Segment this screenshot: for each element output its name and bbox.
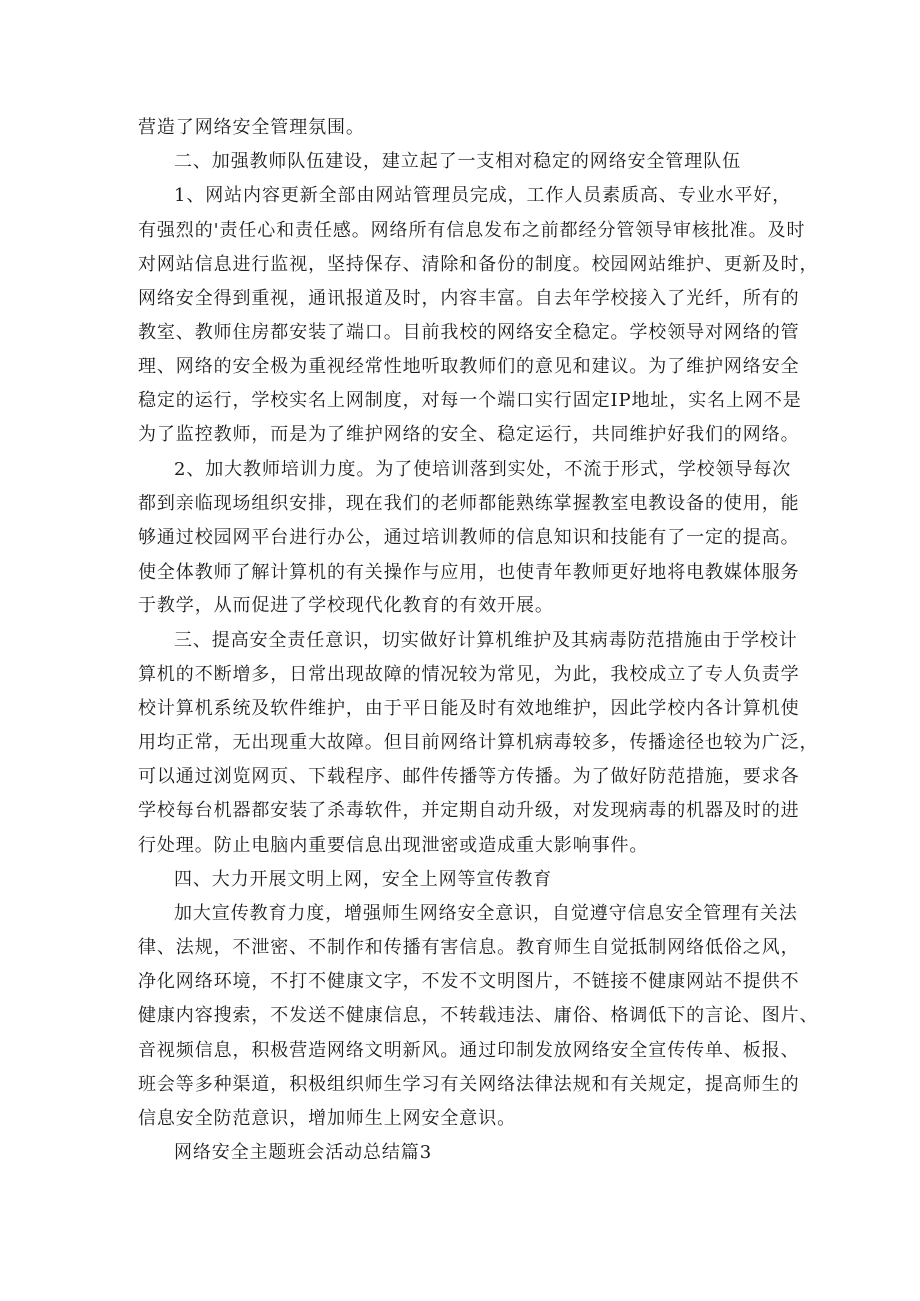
next-section-title: 网络安全主题班会活动总结篇3 (174, 1142, 433, 1163)
paragraph-line: 理、网络的安全极为重视经常性地听取教师们的意见和建议。为了维护网络安全 (138, 356, 800, 377)
section-heading-4: 四、大力开展文明上网，安全上网等宣传教育 (174, 869, 552, 890)
paragraph-line: 学校每台机器都安装了杀毒软件，并定期自动升级，对发现病毒的机器及时的进 (138, 800, 800, 821)
paragraph-line: 行处理。防止电脑内重要信息出现泄密或造成重大影响事件。 (138, 835, 649, 856)
paragraph-line: 对网站信息进行监视，坚持保存、清除和备份的制度。校园网站维护、更新及时， (138, 254, 819, 275)
paragraph-line: 为了监控教师，而是为了维护网络的安全、稳定运行，共同维护好我们的网络。 (138, 424, 800, 445)
paragraph-line: 营造了网络安全管理氛围。 (138, 117, 365, 138)
paragraph-line: 律、法规，不泄密、不制作和传播有害信息。教育师生自觉抵制网络低俗之风， (138, 937, 800, 958)
paragraph-line: 稳定的运行，学校实名上网制度，对每一个端口实行固定IP地址，实名上网不是 (138, 390, 802, 411)
paragraph-line: 班会等多种渠道，积极组织师生学习有关网络法律法规和有关规定，提高师生的 (138, 1074, 800, 1095)
paragraph-line: 健康内容搜索，不发送不健康信息，不转载违法、庸俗、格调低下的言论、图片、 (138, 1005, 819, 1026)
paragraph-line: 信息安全防范意识，增加师生上网安全意识。 (138, 1108, 516, 1129)
section-heading-3: 三、提高安全责任意识，切实做好计算机维护及其病毒防范措施由于学校计 (174, 630, 798, 651)
section-heading-2: 二、加强教师队伍建设，建立起了一支相对稳定的网络安全管理队伍 (174, 151, 741, 172)
paragraph-line: 2、加大教师培训力度。为了使培训落到实处，不流于形式，学校领导每次 (174, 459, 792, 480)
paragraph-line: 教室、教师住房都安装了端口。目前我校的网络安全稳定。学校领导对网络的管 (138, 322, 800, 343)
paragraph-line: 1、网站内容更新全部由网站管理员完成，工作人员素质高、专业水平好， (174, 185, 792, 206)
paragraph-line: 净化网络环境，不打不健康文字，不发不文明图片，不链接不健康网站不提供不 (138, 971, 800, 992)
paragraph-line: 使全体教师了解计算机的有关操作与应用，也使青年教师更好地将电教媒体服务 (138, 562, 800, 583)
paragraph-line: 都到亲临现场组织安排，现在我们的老师都能熟练掌握教室电教设备的使用，能 (138, 493, 800, 514)
paragraph-line: 算机的不断增多，日常出现故障的情况较为常见，为此，我校成立了专人负责学 (138, 664, 800, 685)
paragraph-line: 网络安全得到重视，通讯报道及时，内容丰富。自去年学校接入了光纤，所有的 (138, 288, 800, 309)
paragraph-line: 音视频信息，积极营造网络文明新风。通过印制发放网络安全宣传传单、板报、 (138, 1040, 800, 1061)
paragraph-line: 用均正常，无出现重大故障。但目前网络计算机病毒较多，传播途径也较为广泛， (138, 732, 819, 753)
paragraph-line: 够通过校园网平台进行办公，通过培训教师的信息知识和技能有了一定的提高。 (138, 527, 800, 548)
paragraph-line: 可以通过浏览网页、下载程序、邮件传播等方传播。为了做好防范措施，要求各 (138, 766, 800, 787)
paragraph-line: 于教学，从而促进了学校现代化教育的有效开展。 (138, 595, 554, 616)
paragraph-line: 加大宣传教育力度，增强师生网络安全意识，自觉遵守信息安全管理有关法 (174, 903, 798, 924)
paragraph-line: 校计算机系统及软件维护，由于平日能及时有效地维护，因此学校内各计算机使 (138, 698, 800, 719)
paragraph-line: 有强烈的'责任心和责任感。网络所有信息发布之前都经分管领导审核批准。及时 (138, 220, 806, 241)
